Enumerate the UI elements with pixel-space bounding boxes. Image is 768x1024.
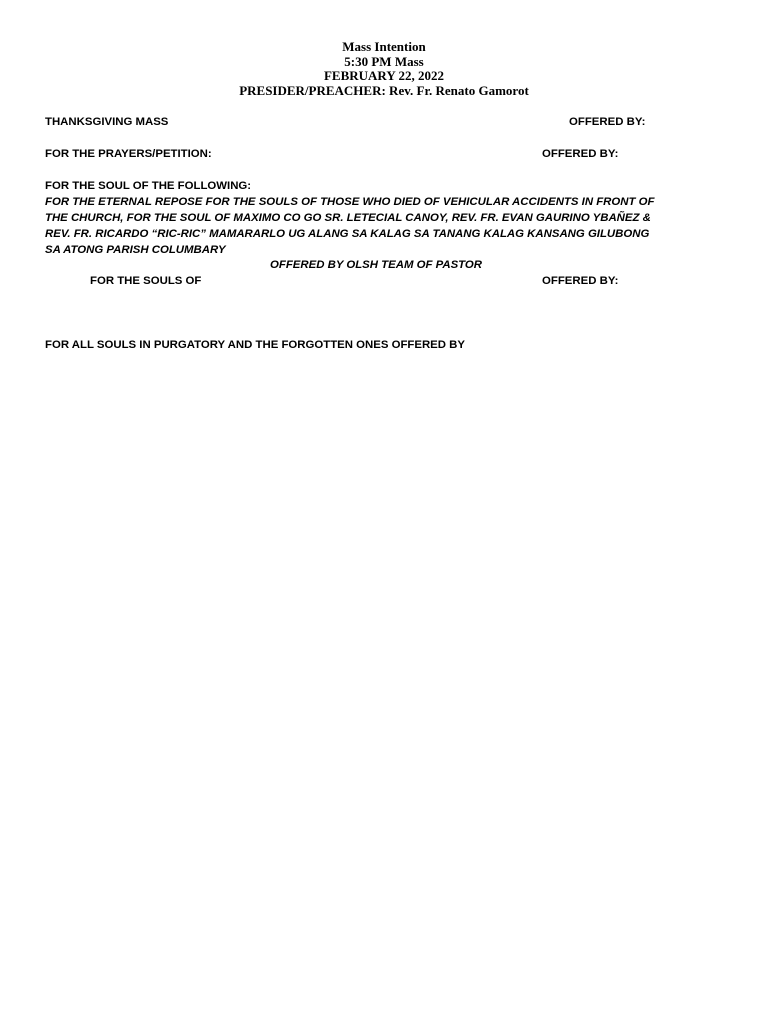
soul-following-line: REV. FR. RICARDO “RIC-RIC” MAMARARLO UG ALANG SA KALAG SA TANANG KALAG KANSANG GILUBONG <box>45 228 650 240</box>
thanksgiving-label: THANKSGIVING MASS <box>45 116 169 128</box>
purgatory-label: FOR ALL SOULS IN PURGATORY AND THE FORGOTTEN ONES OFFERED BY <box>45 339 465 351</box>
souls-of-offered-by: OFFERED BY: <box>542 275 619 287</box>
souls-of-label: FOR THE SOULS OF <box>90 275 202 287</box>
prayers-offered-by: OFFERED BY: <box>542 148 619 160</box>
header-time: 5:30 PM Mass <box>344 53 424 69</box>
header-date: FEBRUARY 22, 2022 <box>323 68 445 83</box>
header-title: Mass Intention <box>342 39 426 54</box>
soul-following-line: FOR THE ETERNAL REPOSE FOR THE SOULS OF THOSE WHO DIED OF VEHICULAR ACCIDENTS IN FRONT OF <box>45 196 655 208</box>
prayers-label: FOR THE PRAYERS/PETITION: <box>45 148 212 160</box>
soul-following-line: THE CHURCH, FOR THE SOUL OF MAXIMO CO GO SR. LETECIAL CANOY, REV. FR. EVAN GAURINO YBAÑEZ & <box>45 212 651 224</box>
thanksgiving-offered-by: OFFERED BY: <box>569 116 646 128</box>
soul-following-line: SA ATONG PARISH COLUMBARY <box>45 244 226 256</box>
header-presider: PRESIDER/PREACHER: Rev. Fr. Renato Gamorot <box>239 82 529 98</box>
document-header <box>0 40 768 98</box>
soul-following-text <box>45 194 725 258</box>
olsh-offered-by: OFFERED BY OLSH TEAM OF PASTOR <box>270 259 483 271</box>
soul-following-label: FOR THE SOUL OF THE FOLLOWING: <box>45 180 252 192</box>
